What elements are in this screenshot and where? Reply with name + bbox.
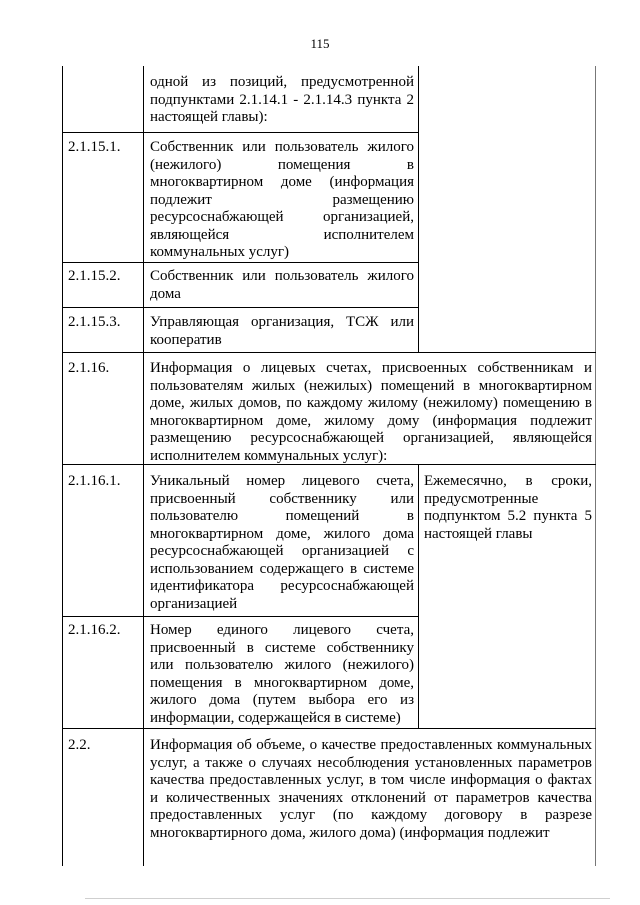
row-divider bbox=[62, 464, 596, 465]
row-number: 2.1.15.3. bbox=[68, 314, 121, 330]
table-right-border bbox=[595, 66, 596, 866]
row-text: Информация о лицевых счетах, присвоенных собственникам и пользователям жилых (нежилых) помещений в многоквартирном доме, жилых домов, по каждому жилому (нежилому) помещению в многоквартирном доме, жилому дому (информация подлежит размещению ресурсоснабжающей организацией, являющейся исполнителем коммунальных услуг): bbox=[150, 360, 592, 464]
row-text: Уникальный номер лицевого счета, присвоенный собственнику или пользователю помещений в многоквартирном доме, жилого дома ресурсоснабжающей организацией с использованием содержащего в системе идентификатора ресурсоснабжающей организацией bbox=[150, 473, 414, 612]
row-text: Собственник или пользователь жилого (нежилого) помещения в многоквартирном доме (информация подлежит размещению ресурсоснабжающей организацией, являющейся исполнителем коммунальных услуг) bbox=[150, 139, 414, 260]
period-column-divider-top bbox=[418, 66, 419, 352]
row-number: 2.1.16.1. bbox=[68, 473, 121, 489]
row-number: 2.1.15.1. bbox=[68, 139, 121, 155]
row-divider bbox=[62, 262, 418, 263]
row-text: Собственник или пользователь жилого дома bbox=[150, 268, 414, 302]
scan-edge bbox=[85, 898, 610, 899]
period-column-divider-mid bbox=[418, 464, 419, 728]
row-divider bbox=[62, 616, 418, 617]
number-column-divider bbox=[143, 66, 144, 866]
row-divider bbox=[62, 352, 596, 353]
row-period: Ежемесячно, в сроки, предусмотренные подпунктом 5.2 пункта 5 настоящей главы bbox=[424, 473, 592, 542]
row-text: Информация об объеме, о качестве предоставленных коммунальных услуг, а также о случаях несоблюдения установленных параметров качества предоставленных услуг, в том числе информация о фактах и количественных значениях отклонений от параметров качества предоставленных услуг (по каждому договору в разрезе многоквартирного дома, жилого дома) (информация подлежит bbox=[150, 737, 592, 841]
row-number: 2.1.15.2. bbox=[68, 268, 121, 284]
page-number: 115 bbox=[310, 36, 330, 51]
row-text: Номер единого лицевого счета, присвоенный в системе собственнику или пользователю жилого (нежилого) помещения в многоквартирном доме, жилого дома (путем выбора его из информации, содержащейся в системе) bbox=[150, 622, 414, 726]
row-number: 2.2. bbox=[68, 737, 91, 753]
row-divider bbox=[62, 728, 596, 729]
row-number: 2.1.16. bbox=[68, 360, 110, 376]
row-divider bbox=[62, 307, 418, 308]
row-divider bbox=[62, 132, 418, 133]
row-text: одной из позиций, предусмотренной подпунктами 2.1.14.1 - 2.1.14.3 пункта 2 настоящей главы): bbox=[150, 74, 414, 125]
table-left-border bbox=[62, 66, 63, 866]
row-text: Управляющая организация, ТСЖ или кооператив bbox=[150, 314, 414, 348]
row-number: 2.1.16.2. bbox=[68, 622, 121, 638]
